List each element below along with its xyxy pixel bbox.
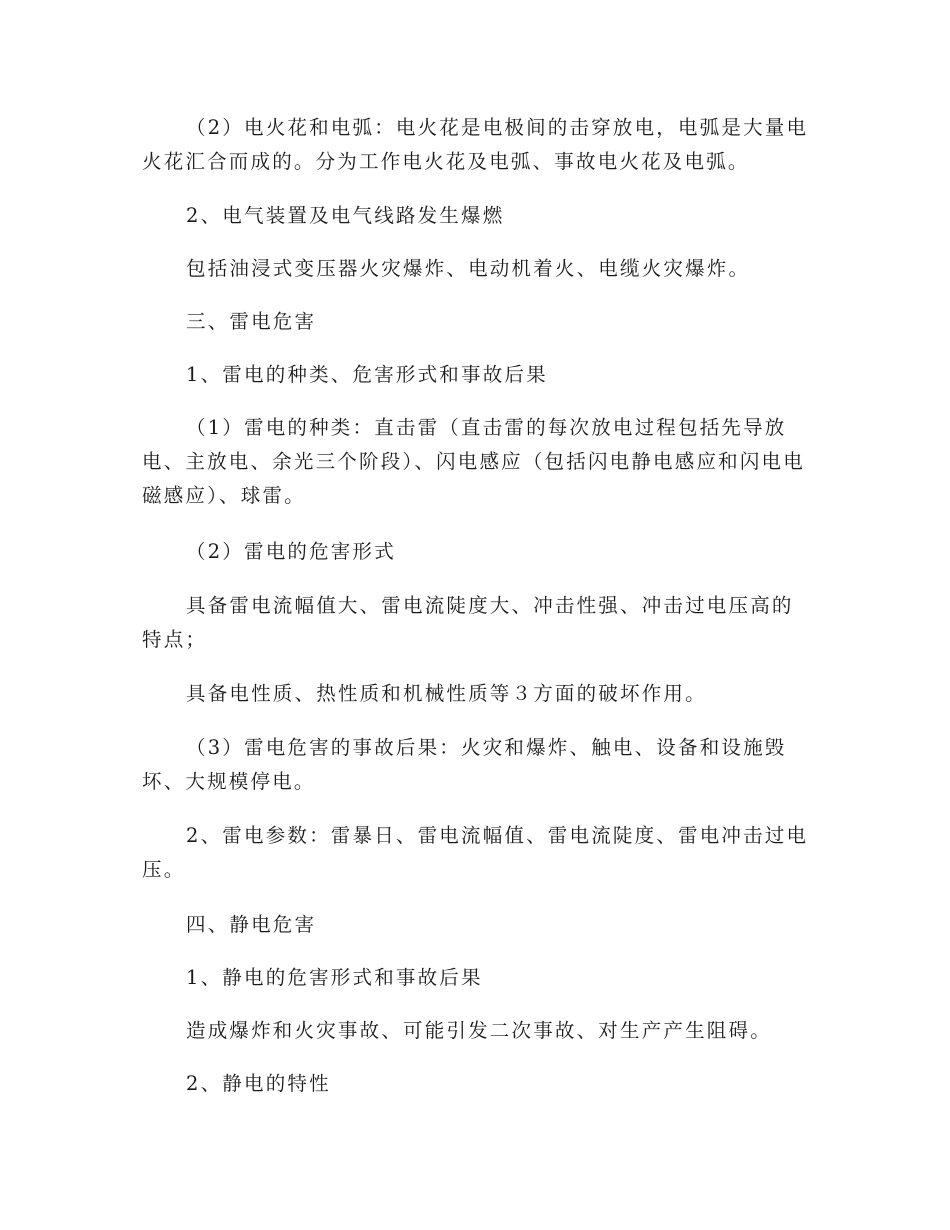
paragraph-lightning-consequences: （3）雷电危害的事故后果：火灾和爆炸、触电、设备和设施毁坏、大规模停电。 (142, 736, 787, 793)
heading-electrical-device-explosion: 2、电气装置及电气线路发生爆燃 (186, 204, 505, 227)
heading-lightning-hazard: 三、雷电危害 (186, 310, 317, 333)
paragraph-lightning-damage: 具备电性质、热性质和机械性质等３方面的破坏作用。 (186, 682, 707, 705)
paragraph-lightning-parameters: 2、雷电参数：雷暴日、雷电流幅值、雷电流陡度、雷电冲击过电压。 (142, 824, 809, 881)
paragraph-lightning-characteristics: 具备雷电流幅值大、雷电流陡度大、冲击性强、冲击过电压高的特点； (142, 594, 794, 651)
heading-lightning-hazard-forms: （2）雷电的危害形式 (186, 540, 396, 563)
paragraph-electric-spark: （2）电火花和电弧：电火花是电极间的击穿放电，电弧是大量电火花汇合而成的。分为工作电火花及电弧、事故电火花及电弧。 (142, 116, 809, 173)
heading-static-hazard: 四、静电危害 (186, 913, 317, 936)
heading-static-hazard-forms: 1、静电的危害形式和事故后果 (186, 966, 483, 989)
paragraph-device-fire-types: 包括油浸式变压器火灾爆炸、电动机着火、电缆火灾爆炸。 (186, 257, 751, 280)
heading-static-characteristics: 2、静电的特性 (186, 1072, 331, 1095)
heading-lightning-types-forms: 1、雷电的种类、危害形式和事故后果 (186, 363, 548, 386)
paragraph-lightning-types: （1）雷电的种类：直击雷（直击雷的每次放电过程包括先导放电、主放电、余光三个阶段）、闪电感应（包括闪电静电感应和闪电电磁感应）、球雷。 (142, 416, 805, 507)
paragraph-static-consequences: 造成爆炸和火灾事故、可能引发二次事故、对生产产生阻碍。 (186, 1019, 772, 1042)
